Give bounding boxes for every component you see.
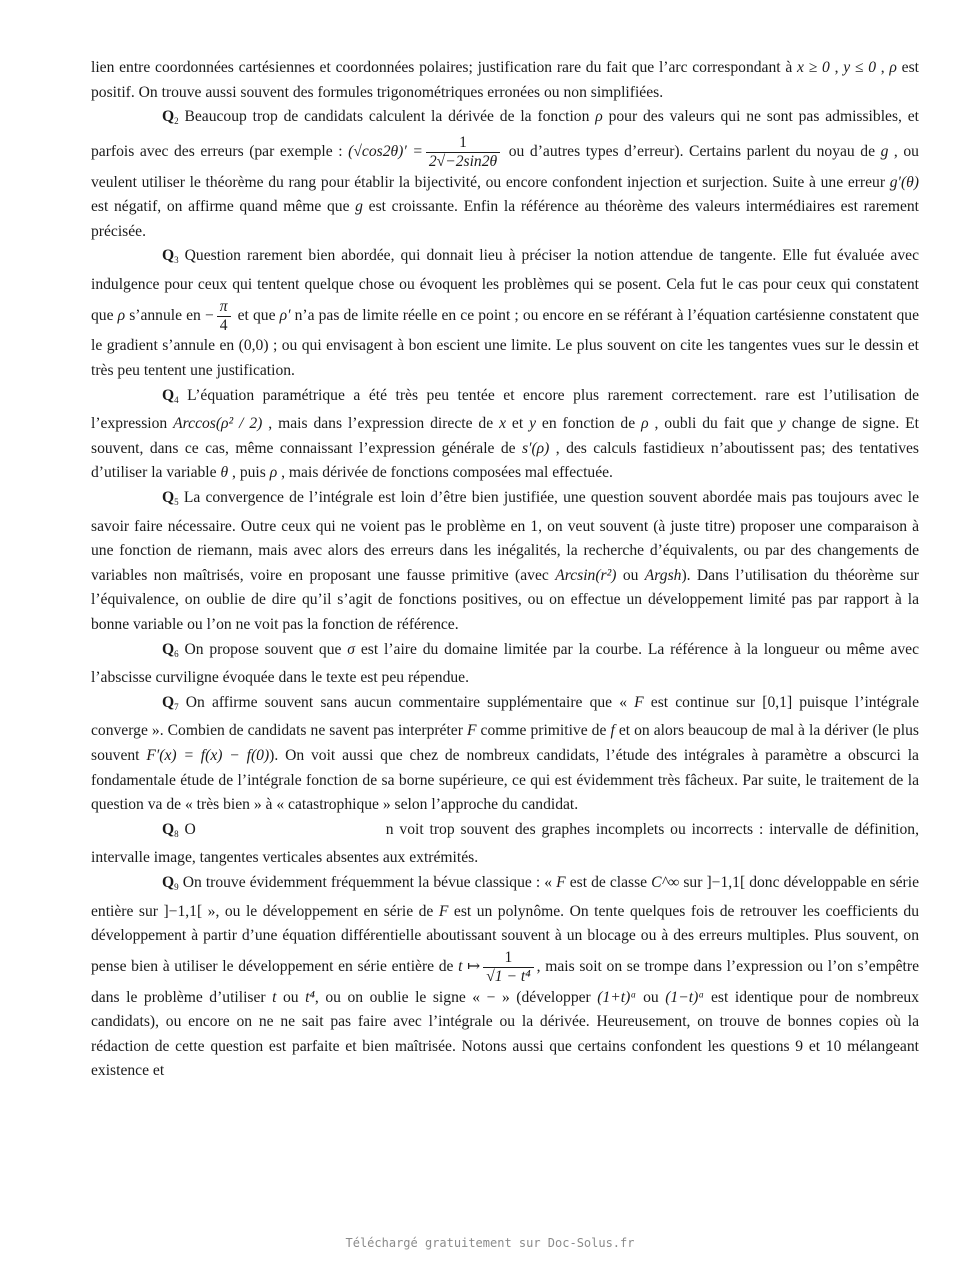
text: puisque l’intégrale converge ». Combien de candidats ne savent pas interpréter xyxy=(91,693,919,740)
paragraph-q2 xyxy=(91,105,919,244)
fraction-numerator: π xyxy=(217,298,231,317)
text: , ou veulent utiliser le théorème du rang pour établir la bijectivité, ou encore confondent injection et surjection. Suite à une erreur xyxy=(91,142,919,191)
text: lien entre coordonnées cartésiennes et coordonnées polaires; justification rare du fait que l’arc correspondant à xyxy=(91,59,798,76)
math-inline: F xyxy=(556,873,566,891)
math-inline: Arcsin(r²) xyxy=(555,566,617,584)
text: n’a pas de limite réelle en ce point ; ou encore en se référant à l’équation cartésienne constatent que le gradient s’annule en xyxy=(91,306,919,355)
paragraph-q9 xyxy=(91,871,919,1084)
text: Beaucoup trop de candidats calculent la dérivée de la fonction xyxy=(178,108,596,126)
text: et xyxy=(505,415,530,433)
text: pour des valeurs qui ne sont pas admissibles, et parfois avec des erreurs (par exemple : xyxy=(91,108,919,160)
question-label-q2: $Q_2$ xyxy=(162,108,179,127)
text: , ou on oublie le signe « − » (développer xyxy=(314,988,598,1006)
text: comme primitive de xyxy=(476,722,611,740)
text: , puis xyxy=(228,464,270,482)
paragraph-q7 xyxy=(91,691,919,818)
text: , mais dérivée de fonctions composées mal effectuée. xyxy=(277,464,613,482)
text: est continue sur xyxy=(643,693,763,711)
math-inline: x xyxy=(499,415,506,433)
math-inline: t xyxy=(272,988,277,1006)
paragraph-q5 xyxy=(91,486,919,638)
text: L’équation paramétrique a été très peu tentée et encore plus rarement correctement. rare est l’utilisation de l’expression xyxy=(91,386,919,433)
math-inline: ρ xyxy=(117,306,126,324)
paragraph-q3 xyxy=(91,244,919,383)
text: ou xyxy=(276,988,306,1006)
text: mélangeant existence et xyxy=(91,1037,919,1080)
text: , mais dans l’expression directe de xyxy=(262,415,500,433)
paragraph-q1-continuation xyxy=(91,56,919,105)
math-inline: s′(ρ) xyxy=(522,439,550,457)
text: donc développable en série entière sur xyxy=(91,873,919,920)
text: n voit trop souvent des graphes incomplets ou incorrects : intervalle de définition, intervalle image, tangentes verticales absentes aux extrémités. xyxy=(91,820,919,867)
text: On propose souvent que xyxy=(178,640,348,658)
text: et on alors beaucoup de mal à la dériver (le plus souvent xyxy=(91,722,919,764)
paragraph-q6 xyxy=(91,638,919,691)
text: , xyxy=(876,59,890,76)
math-inline: t⁴ xyxy=(305,988,315,1006)
math-inline: F xyxy=(634,693,644,711)
text: est positif. On trouve aussi souvent des formules trigonométriques erronées ou non simplifiées. xyxy=(91,59,919,101)
question-label-q7: $Q_7$ xyxy=(162,693,179,712)
math-inline: F xyxy=(466,722,477,740)
text: ou xyxy=(636,988,666,1006)
text: sur xyxy=(679,873,707,891)
math-inline: 10 xyxy=(825,1037,842,1055)
math-inline: F xyxy=(438,902,449,920)
text: est un polynôme. On tente quelques fois de retrouver les coefficients du développement à partir d’une équation différentielle aboutissant souvent à un blocage ou à des erreurs multiples. Plus souvent, on pense bien à utiliser le développement en série entière de xyxy=(91,902,919,975)
text: change de signe. Et souvent, dans ce cas, même connaissant l’expression générale de xyxy=(91,415,920,457)
math-inline: (√cos2θ)′ = xyxy=(348,142,423,160)
fraction xyxy=(483,949,533,986)
fraction-numerator: 1 xyxy=(483,949,533,968)
text: On trouve évidemment fréquemment la bévue classique : « xyxy=(178,873,557,891)
text: La convergence de l’intégrale est loin d’être bien justifiée, une question souvent abordée mais pas toujours avec le savoir faire nécessaire. Outre ceux qui ne voient pas le problème en xyxy=(91,489,919,535)
fraction xyxy=(217,298,231,335)
math-inline: g′(θ) xyxy=(889,173,919,191)
footer-watermark: Téléchargé gratuitement sur Doc-Solus.fr xyxy=(345,1236,635,1250)
math-inline: g xyxy=(880,142,889,160)
text: ; ou qui envisagent à bon escient une limite. Le plus souvent on cite les tangentes vues sur le dessin et très peu tentent une justification. xyxy=(91,337,920,380)
math-inline: σ xyxy=(347,640,355,658)
math-inline: ]−1,1[ xyxy=(163,902,203,920)
text: en fonction de xyxy=(536,415,642,433)
math-inline: 1 xyxy=(530,517,539,535)
question-label-q6: $Q_6$ xyxy=(162,640,179,659)
text: est identique pour de nombreux candidats), ou encore on ne ne sait pas faire avec l’intégrale ou la dérivée. Heureusement, on trouve de bonnes copies où la rédaction de cette question est parfaite et bien maîtrisée. Notons aussi que certains confondent les questions xyxy=(91,988,920,1055)
text: ou xyxy=(616,566,645,584)
math-inline: F′(x) = f(x) − f(0) xyxy=(146,746,270,764)
math-inline: Argsh xyxy=(644,566,682,584)
math-inline: y xyxy=(778,415,786,433)
text: O xyxy=(178,820,196,838)
question-label-q4: $Q_4$ xyxy=(162,386,179,405)
math-inline: ρ′ xyxy=(279,306,291,324)
question-label-q5: $Q_5$ xyxy=(162,489,179,507)
math-inline: t ↦ xyxy=(458,957,481,975)
text: , oubli du fait que xyxy=(648,415,779,433)
math-inline: C^∞ xyxy=(651,873,680,891)
math-inline: y xyxy=(529,415,536,433)
math-inline: ρ xyxy=(889,59,897,76)
math-inline: Arccos(ρ² / 2) xyxy=(173,415,263,433)
math-inline: [0,1] xyxy=(762,693,793,711)
math-inline: f xyxy=(610,722,615,740)
text: est l’aire du domaine limitée par la courbe. La référence à la longueur ou même avec l’abscisse curviligne évoquée dans le texte est peu répendue. xyxy=(91,640,919,687)
text: , des calculs fastidieux n’aboutissent pas; des tentatives d’utiliser la variable xyxy=(91,439,919,482)
math-inline: x ≥ 0 xyxy=(797,59,830,76)
fraction-denominator: √1 − t⁴ xyxy=(486,967,531,985)
text: s’annule en xyxy=(125,306,205,324)
text: est négatif, on affirme quand même que xyxy=(91,198,356,216)
text: ). Dans l’utilisation du théorème sur l’équivalence, on oublie de dire qu’il s’agit de fonctions positives, ou on effectue un développement limité pas par rapport à la bonne variable ou l’on ne voit pas la fonction de référence. xyxy=(91,566,919,633)
text: , mais soit on se trompe dans l’expression ou l’on s’empêtre dans le problème d’utiliser xyxy=(91,957,920,1006)
question-label-q3: $Q_3$ xyxy=(162,247,179,266)
paragraph-q4 xyxy=(91,384,919,486)
math-inline: (1+t)ᵃ xyxy=(597,988,637,1006)
text: , xyxy=(829,59,844,76)
text: », ou le développement en série de xyxy=(202,902,439,920)
math-inline: y ≤ 0 xyxy=(843,59,877,76)
math-inline: ρ xyxy=(641,415,649,433)
math-inline: ρ xyxy=(269,464,278,482)
math-inline: ρ xyxy=(595,108,603,126)
math-inline: ]−1,1[ xyxy=(706,873,746,891)
question-label-q9: $Q_9$ xyxy=(162,873,179,892)
math-inline: θ xyxy=(220,464,229,482)
fraction-denominator: 2√−2sin2θ xyxy=(428,152,498,170)
paragraph-q8 xyxy=(91,818,919,871)
fraction-denominator: 4 xyxy=(219,316,228,334)
question-label-q8: $Q_8$ xyxy=(162,820,179,839)
text: , on veut souvent (à juste titre) proposer une comparaison à une fonction de riemann, mais avec alors des erreurs dans les inégalités, la recherche d’équivalents, ou par des changements de variables non maîtrisés, voire en proposant une fausse primitive (avec xyxy=(91,517,919,584)
fraction-numerator: 1 xyxy=(426,134,500,153)
text: ). On voit aussi que chez de nombreux candidats, l’étude des intégrales à paramètre a obscurci la fondamentale étude de l’intégrale fonction de sa borne supérieure, ce qui est évidemment très fâcheux. Par suite, le traitement de la question va de « très bien » à « catastrophique » selon l’approche du candidat. xyxy=(91,746,919,814)
math-inline: g xyxy=(355,198,363,216)
math-inline: (1−t)ᵃ xyxy=(665,988,705,1006)
text: est de classe xyxy=(565,873,652,891)
fraction xyxy=(426,134,500,171)
text: ou d’autres types d’erreur). Certains parlent du noyau de xyxy=(503,142,881,160)
text: et que xyxy=(233,306,280,324)
text: et xyxy=(803,1037,826,1055)
text: On affirme souvent sans aucun commentaire supplémentaire que « xyxy=(178,693,635,711)
text: est croissante. Enfin la référence au théorème des valeurs intermédiaires est rarement précisée. xyxy=(91,198,919,240)
report-page xyxy=(91,56,919,1084)
text: Question rarement bien abordée, qui donnait lieu à préciser la notion attendue de tangente. Elle fut évaluée avec indulgence pour ceux qui tentent quelque chose ou évoquent les problèmes qui se posent. Cela fut le cas pour ceux qui constatent que xyxy=(91,247,919,324)
math-inline: (0,0) xyxy=(238,337,269,355)
math-inline: 9 xyxy=(795,1037,804,1055)
math-inline: − xyxy=(204,306,214,324)
